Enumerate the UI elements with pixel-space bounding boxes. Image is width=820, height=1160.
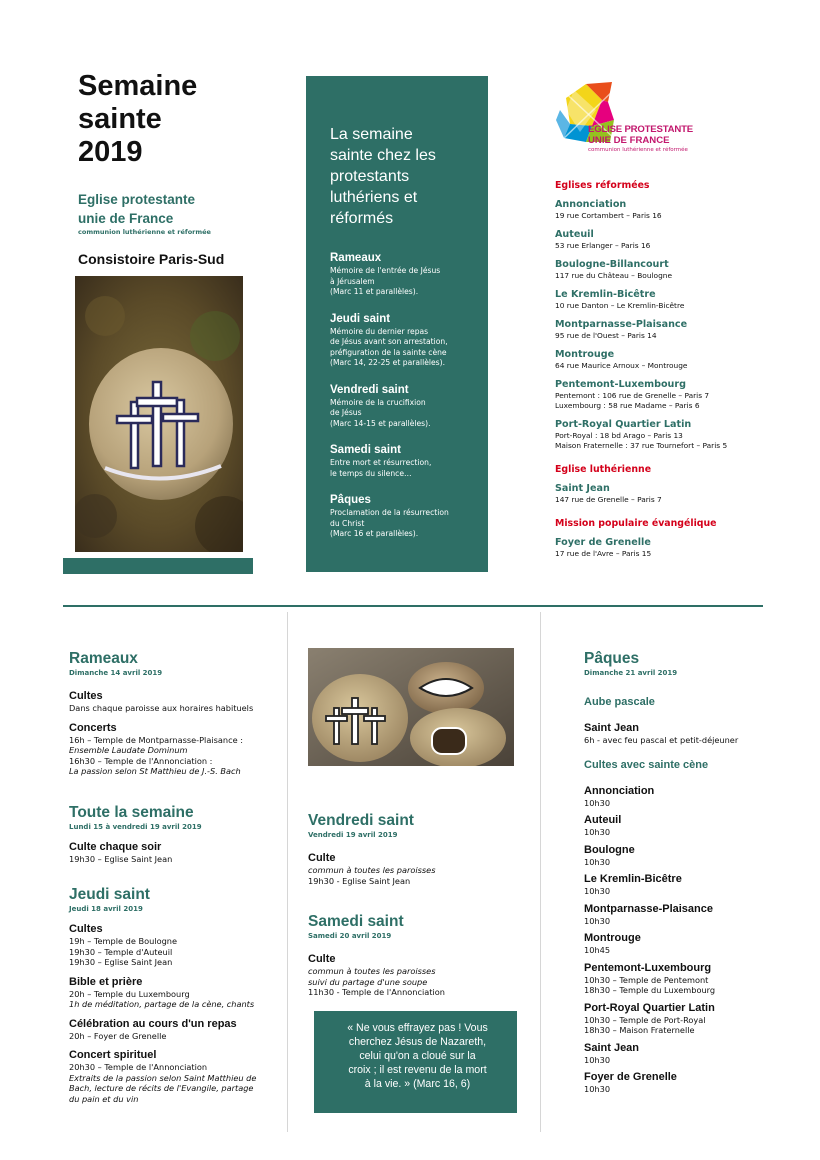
event-line: Extraits de la passion selon Saint Matthieu de [69,1072,257,1083]
address-item [555,319,775,341]
address-name: Port-Royal Quartier Latin [555,419,692,430]
day-title: Pâques [584,650,640,667]
event-line: Ensemble Laudate Dominum [69,745,188,755]
panel-day-line: de Jésus [330,408,362,417]
event-line: 19h30 – Eglise Saint Jean [69,957,173,967]
address-name: Saint Jean [555,483,610,494]
section-title: Eglise luthérienne [555,464,652,475]
address-name: Boulogne-Billancourt [555,259,669,270]
event [69,1018,284,1042]
event-name: Cultes [69,690,103,702]
service-time: 10h30 [584,856,611,867]
panel-heading-line: luthériens et [330,189,418,206]
logo-line: EGLISE PROTESTANTE [588,124,693,135]
day-title: Samedi saint [308,913,404,930]
address-line: 64 rue Maurice Arnoux – Montrouge [555,361,688,370]
schedule-column-2 [308,812,523,998]
day-date: Vendredi 19 avril 2019 [308,831,398,839]
section-title: Eglises réformées [555,180,650,191]
day-section [69,650,284,777]
panel-day-line: de Jésus avant son arrestation, [330,337,448,346]
panel-heading-line: sainte chez les [330,147,436,164]
event [69,923,284,968]
event-line: du pain et du vin [69,1093,139,1104]
day-section [308,913,523,998]
event-name: Concerts [69,721,117,734]
event [69,1049,284,1104]
address-name: Montparnasse-Plaisance [555,319,688,330]
event [584,722,769,746]
address-item [555,229,775,251]
quote-line: à la vie. » (Marc 16, 6) [364,1078,471,1090]
service-name: Auteuil [584,814,622,826]
church-name-line: Eglise protestante [78,192,196,207]
event-line: 19h30 - Eglise Saint Jean [308,875,411,886]
address-line: 10 rue Danton – Le Kremlin-Bicêtre [555,301,685,310]
service-item [584,932,769,956]
service-item [584,785,769,809]
panel-day-line: (Marc 14, 22-25 et parallèles). [330,358,445,367]
event-name: Bible et prière [69,975,143,988]
address-name: Le Kremlin-Bicêtre [555,289,656,300]
event [69,690,284,714]
service-item [584,873,769,897]
quote-text [328,1021,507,1091]
panel-heading [330,124,480,229]
panel-day [330,443,480,479]
panel-day-name: Jeudi saint [330,312,391,325]
event [308,852,523,886]
service-name: Pentemont-Luxembourg [584,961,712,974]
address-line: 147 rue de Grenelle – Paris 7 [555,495,662,504]
church-name-line: unie de France [78,211,174,226]
panel-day-line: Mémoire de la crucifixion [330,397,426,407]
address-item [555,537,775,559]
address-line: 95 rue de l'Ouest – Paris 14 [555,331,657,340]
panel-day-line: du Christ [330,518,365,528]
event-line: commun à toutes les paroisses [308,966,436,976]
service-time: 10h30 [584,1084,611,1094]
service-item [584,844,769,868]
panel-heading-line: réformés [330,210,394,227]
event-line: 11h30 - Temple de l'Annonciation [308,987,445,997]
service-item [584,903,769,927]
service-name: Annonciation [584,784,655,797]
day-date: Lundi 15 à vendredi 19 avril 2019 [69,822,202,831]
panel-day-line: le temps du silence… [330,468,412,478]
panel-day [330,383,480,430]
panel-heading-line: La semaine [330,126,413,143]
day-title: Rameaux [69,650,138,667]
event-line: 16h – Temple de Montparnasse-Plaisance : [69,734,243,745]
quote-box [314,1011,517,1113]
address-item [555,379,775,411]
event-line: 20h30 – Temple de l'Annonciation [69,1062,208,1072]
service-time: 10h30 [584,886,611,896]
subsection-title: Cultes avec sainte cène [584,758,709,771]
service-name: Saint Jean [584,1041,640,1054]
address-item [555,259,775,281]
address-line: Port-Royal : 18 bd Arago – Paris 13 [555,431,683,440]
event-name: Cultes [69,923,103,935]
logo-line: communion luthérienne et réformée [588,147,688,153]
event-name: Culte [308,953,336,965]
day-date: Jeudi 18 avril 2019 [69,905,143,913]
event-line: commun à toutes les paroisses [308,865,436,875]
panel-day-name: Samedi saint [330,444,401,456]
day-section [69,886,284,1104]
service-time: 10h30 – Temple de Pentemont [584,974,709,985]
address-line: Pentemont : 106 rue de Grenelle – Paris 7 [555,391,710,400]
address-item [555,483,775,505]
service-time: 10h45 [584,945,611,955]
address-line: Maison Fraternelle : 37 rue Tournefort – Paris 5 [555,441,728,450]
service-name: Montparnasse-Plaisance [584,902,713,915]
page-title [78,70,278,169]
day-date: Dimanche 14 avril 2019 [69,669,163,677]
address-name: Auteuil [555,229,594,240]
service-item [584,1042,769,1066]
panel-day-line: (Marc 14-15 et parallèles). [330,418,431,428]
event [308,953,523,998]
address-list [555,178,775,559]
event-name: Célébration au cours d'un repas [69,1017,237,1030]
event-line: 19h30 – Eglise Saint Jean [69,853,173,864]
panel-day-line: Mémoire du dernier repas [330,326,429,336]
stone-crosses-photo [75,276,243,552]
service-time: 18h30 – Maison Fraternelle [584,1025,695,1035]
logo-text [588,124,718,154]
event [69,976,284,1010]
consistoire-label: Consistoire Paris-Sud [78,251,225,267]
service-item [584,1071,769,1095]
day-section [69,804,284,865]
address-line: 53 rue Erlanger – Paris 16 [555,241,651,250]
panel-day-line: (Marc 11 et parallèles). [330,287,419,296]
service-time: 18h30 – Temple du Luxembourg [584,985,716,995]
service-item [584,962,769,996]
event-line: 20h – Foyer de Grenelle [69,1030,167,1041]
service-item [584,1002,769,1036]
address-name: Annonciation [555,199,627,210]
day-date: Dimanche 21 avril 2019 [584,669,678,677]
panel-day-line: Proclamation de la résurrection [330,508,449,517]
address-name: Montrouge [555,349,615,360]
panel-heading-line: protestants [330,168,410,185]
day-section [308,812,523,886]
day-title: Jeudi saint [69,886,150,903]
day-title: Vendredi saint [308,812,414,829]
subsection-title: Aube pascale [584,696,655,708]
photo-band [63,558,253,574]
quote-line: celui qu'on a cloué sur la [359,1050,476,1062]
address-item [555,199,775,221]
horizontal-divider [63,605,763,607]
service-time: 10h30 – Temple de Port-Royal [584,1014,706,1025]
address-line: Luxembourg : 58 rue Madame – Paris 6 [555,401,700,410]
event-name: Concert spirituel [69,1049,157,1061]
event-name: Culte [308,852,336,864]
event-line: 19h30 – Temple d'Auteuil [69,946,173,957]
schedule-column-1 [69,650,284,1104]
section-title: Mission populaire évangélique [555,518,717,529]
panel-day-name: Vendredi saint [330,383,409,396]
holy-week-panel [306,76,488,572]
service-name: Le Kremlin-Bicêtre [584,873,682,885]
service-time: 10h30 [584,1054,611,1065]
event-line: La passion selon St Matthieu de J.-S. Bach [69,766,241,776]
event-name: Saint Jean [584,722,640,734]
address-line: 117 rue du Château – Boulogne [555,271,672,280]
panel-day-name: Pâques [330,494,371,506]
service-time: 10h30 [584,915,611,926]
event-line: 16h30 – Temple de l'Annonciation : [69,755,213,766]
title-line: Semaine [78,70,198,102]
service-name: Foyer de Grenelle [584,1071,677,1083]
event-line: 19h – Temple de Boulogne [69,936,177,946]
service-name: Montrouge [584,932,641,944]
event-line: 20h – Temple du Luxembourg [69,988,190,999]
column-divider [540,612,541,1132]
event [69,841,284,865]
panel-day-line: Mémoire de l'entrée de Jésus [330,266,441,275]
church-name [78,190,268,228]
panel-day [330,493,480,540]
logo-line: UNIE DE FRANCE [588,135,670,146]
schedule-column-3 [584,650,769,1095]
event-line: 6h - avec feu pascal et petit-déjeuner [584,735,739,745]
service-name: Boulogne [584,843,635,856]
panel-day-line: Entre mort et résurrection, [330,458,432,467]
painted-stones-photo [308,648,514,766]
address-line: 19 rue Cortambert – Paris 16 [555,211,662,220]
church-subtitle: communion luthérienne et réformée [78,228,211,236]
event-line: Bach, lecture de récits de l'Evangile, partage [69,1083,254,1093]
address-name: Pentemont-Luxembourg [555,379,686,390]
service-item [584,814,769,838]
panel-day [330,251,480,298]
panel-day-line: préfiguration de la sainte cène [330,347,447,357]
title-line: 2019 [78,136,143,168]
address-line: 17 rue de l'Avre – Paris 15 [555,549,652,558]
address-item [555,349,775,371]
quote-line: « Ne vous effrayez pas ! Vous [347,1022,488,1034]
column-divider [287,612,288,1132]
event-line: suivi du partage d'une soupe [308,976,428,987]
day-title: Toute la semaine [69,803,194,821]
quote-line: croix ; il est revenu de la mort [348,1064,487,1076]
service-time: 10h30 [584,797,611,808]
panel-day [330,312,480,369]
title-line: sainte [78,103,162,135]
day-date: Samedi 20 avril 2019 [308,932,392,940]
address-item [555,419,775,451]
panel-day-line: à Jérusalem [330,276,375,286]
quote-line: cherchez Jésus de Nazareth, [348,1036,487,1048]
address-name: Foyer de Grenelle [555,537,651,548]
address-item [555,289,775,311]
panel-day-name: Rameaux [330,252,382,264]
event-name: Culte chaque soir [69,840,162,853]
event-line: Dans chaque paroisse aux horaires habituels [69,703,254,713]
service-time: 10h30 [584,827,611,837]
event-line: 1h de méditation, partage de la cène, chants [69,999,255,1009]
panel-day-line: (Marc 16 et parallèles). [330,529,419,538]
event [69,722,284,777]
service-name: Port-Royal Quartier Latin [584,1001,715,1014]
